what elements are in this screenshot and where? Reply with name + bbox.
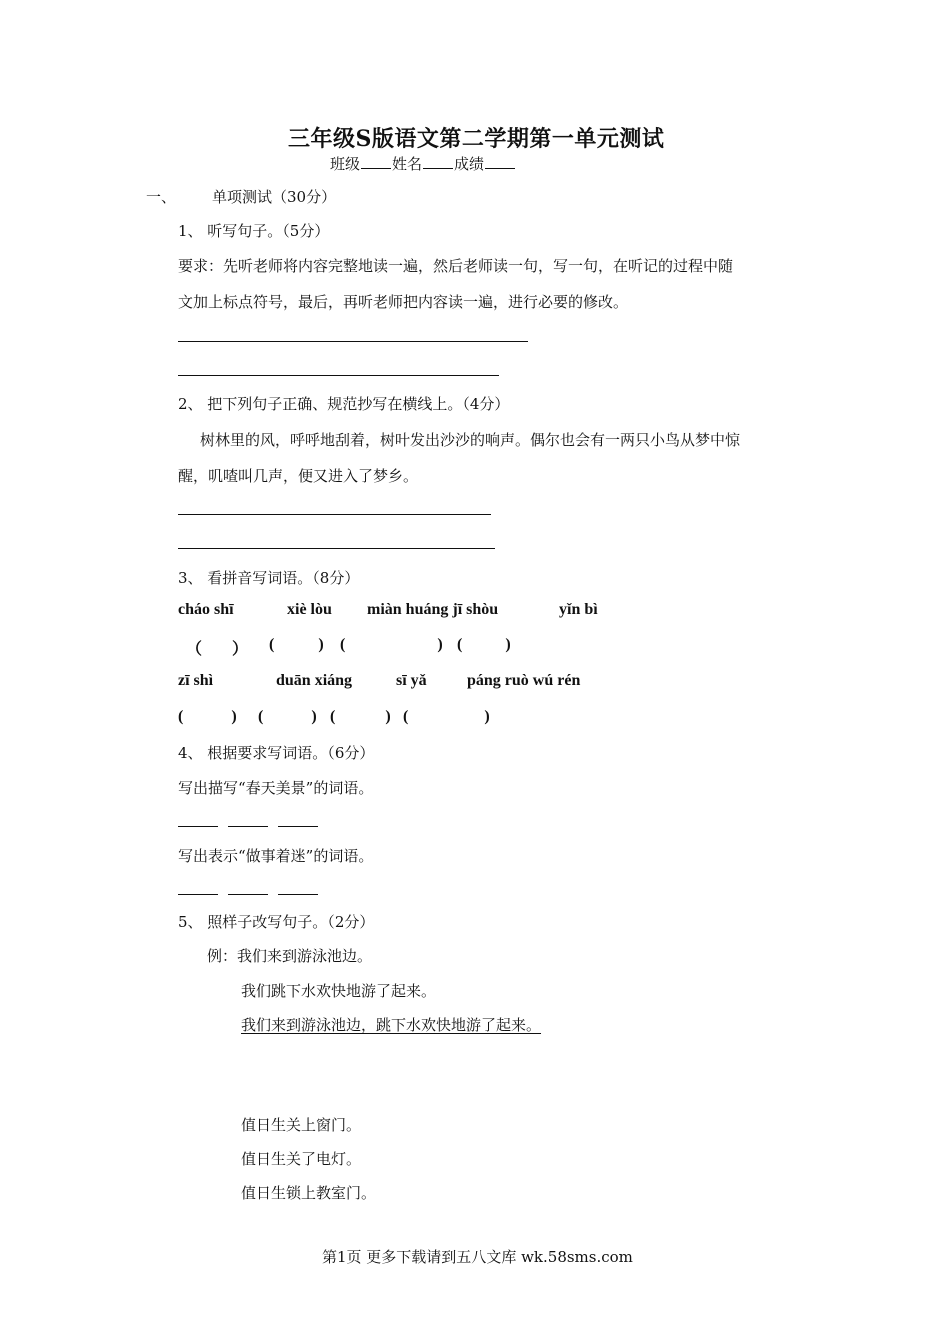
pinyin-item: cháo shī (178, 601, 234, 618)
score-blank[interactable] (485, 154, 515, 169)
page-title: 三年级S版语文第二学期第一单元测试 (288, 126, 665, 152)
q4-word-blank[interactable] (228, 826, 268, 827)
page-footer: 第1页 更多下载请到五八文库 wk.58sms.com (322, 1248, 633, 1266)
q5-exercise-line: 值日生关上窗门。 (241, 1116, 362, 1134)
q1-requirement-line2: 文加上标点符号，最后，再听老师把内容读一遍，进行必要的修改。 (178, 293, 629, 311)
answer-paren[interactable]: ( ) (330, 708, 391, 725)
pinyin-item: páng ruò wú rén (467, 672, 581, 689)
q2-heading: 2、 把下列句子正确、规范抄写在横线上。（4分） (178, 395, 510, 413)
answer-paren[interactable]: ( ) (258, 708, 317, 725)
answer-paren[interactable]: ( ) (403, 708, 490, 725)
q5-exercise-line: 值日生锁上教室门。 (241, 1184, 377, 1202)
q2-text-line1: 树林里的风，呼呼地刮着，树叶发出沙沙的响声。偶尔也会有一两只小鸟从梦中惊 (200, 431, 741, 449)
pinyin-item: sī yǎ (396, 672, 427, 689)
q4-prompt1: 写出描写“春天美景”的词语。 (178, 779, 374, 797)
answer-paren[interactable]: ( ) (269, 636, 324, 653)
q2-answer-line[interactable] (178, 548, 495, 549)
pinyin-item: duān xiáng (276, 672, 353, 689)
q4-word-blank[interactable] (178, 894, 218, 895)
q4-prompt2: 写出表示“做事着迷”的词语。 (178, 847, 374, 865)
q4-heading: 4、 根据要求写词语。（6分） (178, 744, 375, 762)
q4-word-blank[interactable] (278, 826, 318, 827)
pinyin-item: yǐn bì (559, 601, 598, 618)
q5-example-line2: 我们跳下水欢快地游了起来。 (241, 982, 437, 1000)
name-label: 姓名 (392, 155, 423, 173)
q5-exercise-line: 值日生关了电灯。 (241, 1150, 362, 1168)
q5-example-answer: 我们来到游泳池边，跳下水欢快地游了起来。 (241, 1016, 542, 1034)
q5-heading: 5、 照样子改写句子。（2分） (178, 913, 375, 931)
q4-word-blank[interactable] (278, 894, 318, 895)
q2-text-line2: 醒，叽喳叫几声，便又进入了梦乡。 (178, 467, 419, 485)
q2-answer-line[interactable] (178, 514, 491, 515)
answer-paren[interactable]: （ ） (186, 641, 249, 658)
pinyin-item: miàn huáng jī shòu (367, 601, 499, 618)
class-blank[interactable] (361, 154, 391, 169)
q4-word-blank[interactable] (178, 826, 218, 827)
q3-heading: 3、 看拼音写词语。（8分） (178, 569, 360, 587)
q4-word-blank[interactable] (228, 894, 268, 895)
q1-answer-line[interactable] (178, 341, 528, 342)
q1-answer-line[interactable] (178, 375, 499, 376)
name-blank[interactable] (423, 154, 453, 169)
score-label: 成绩 (454, 155, 485, 173)
q1-requirement-line1: 要求：先听老师将内容完整地读一遍，然后老师读一句，写一句，在听记的过程中随 (178, 257, 734, 275)
answer-paren[interactable]: ( ) (340, 636, 443, 653)
answer-paren[interactable]: ( ) (178, 708, 237, 725)
answer-paren[interactable]: ( ) (457, 636, 511, 653)
q1-heading: 1、 听写句子。（5分） (178, 222, 330, 240)
class-label: 班级 (330, 155, 361, 173)
section-heading: 单项测试（30分） (212, 188, 337, 206)
q5-example-line1: 例：我们来到游泳池边。 (207, 947, 373, 965)
header-fields (330, 153, 516, 174)
pinyin-item: zī shì (178, 672, 214, 689)
section-number: 一、 (146, 188, 177, 206)
pinyin-item: xiè lòu (287, 601, 332, 618)
